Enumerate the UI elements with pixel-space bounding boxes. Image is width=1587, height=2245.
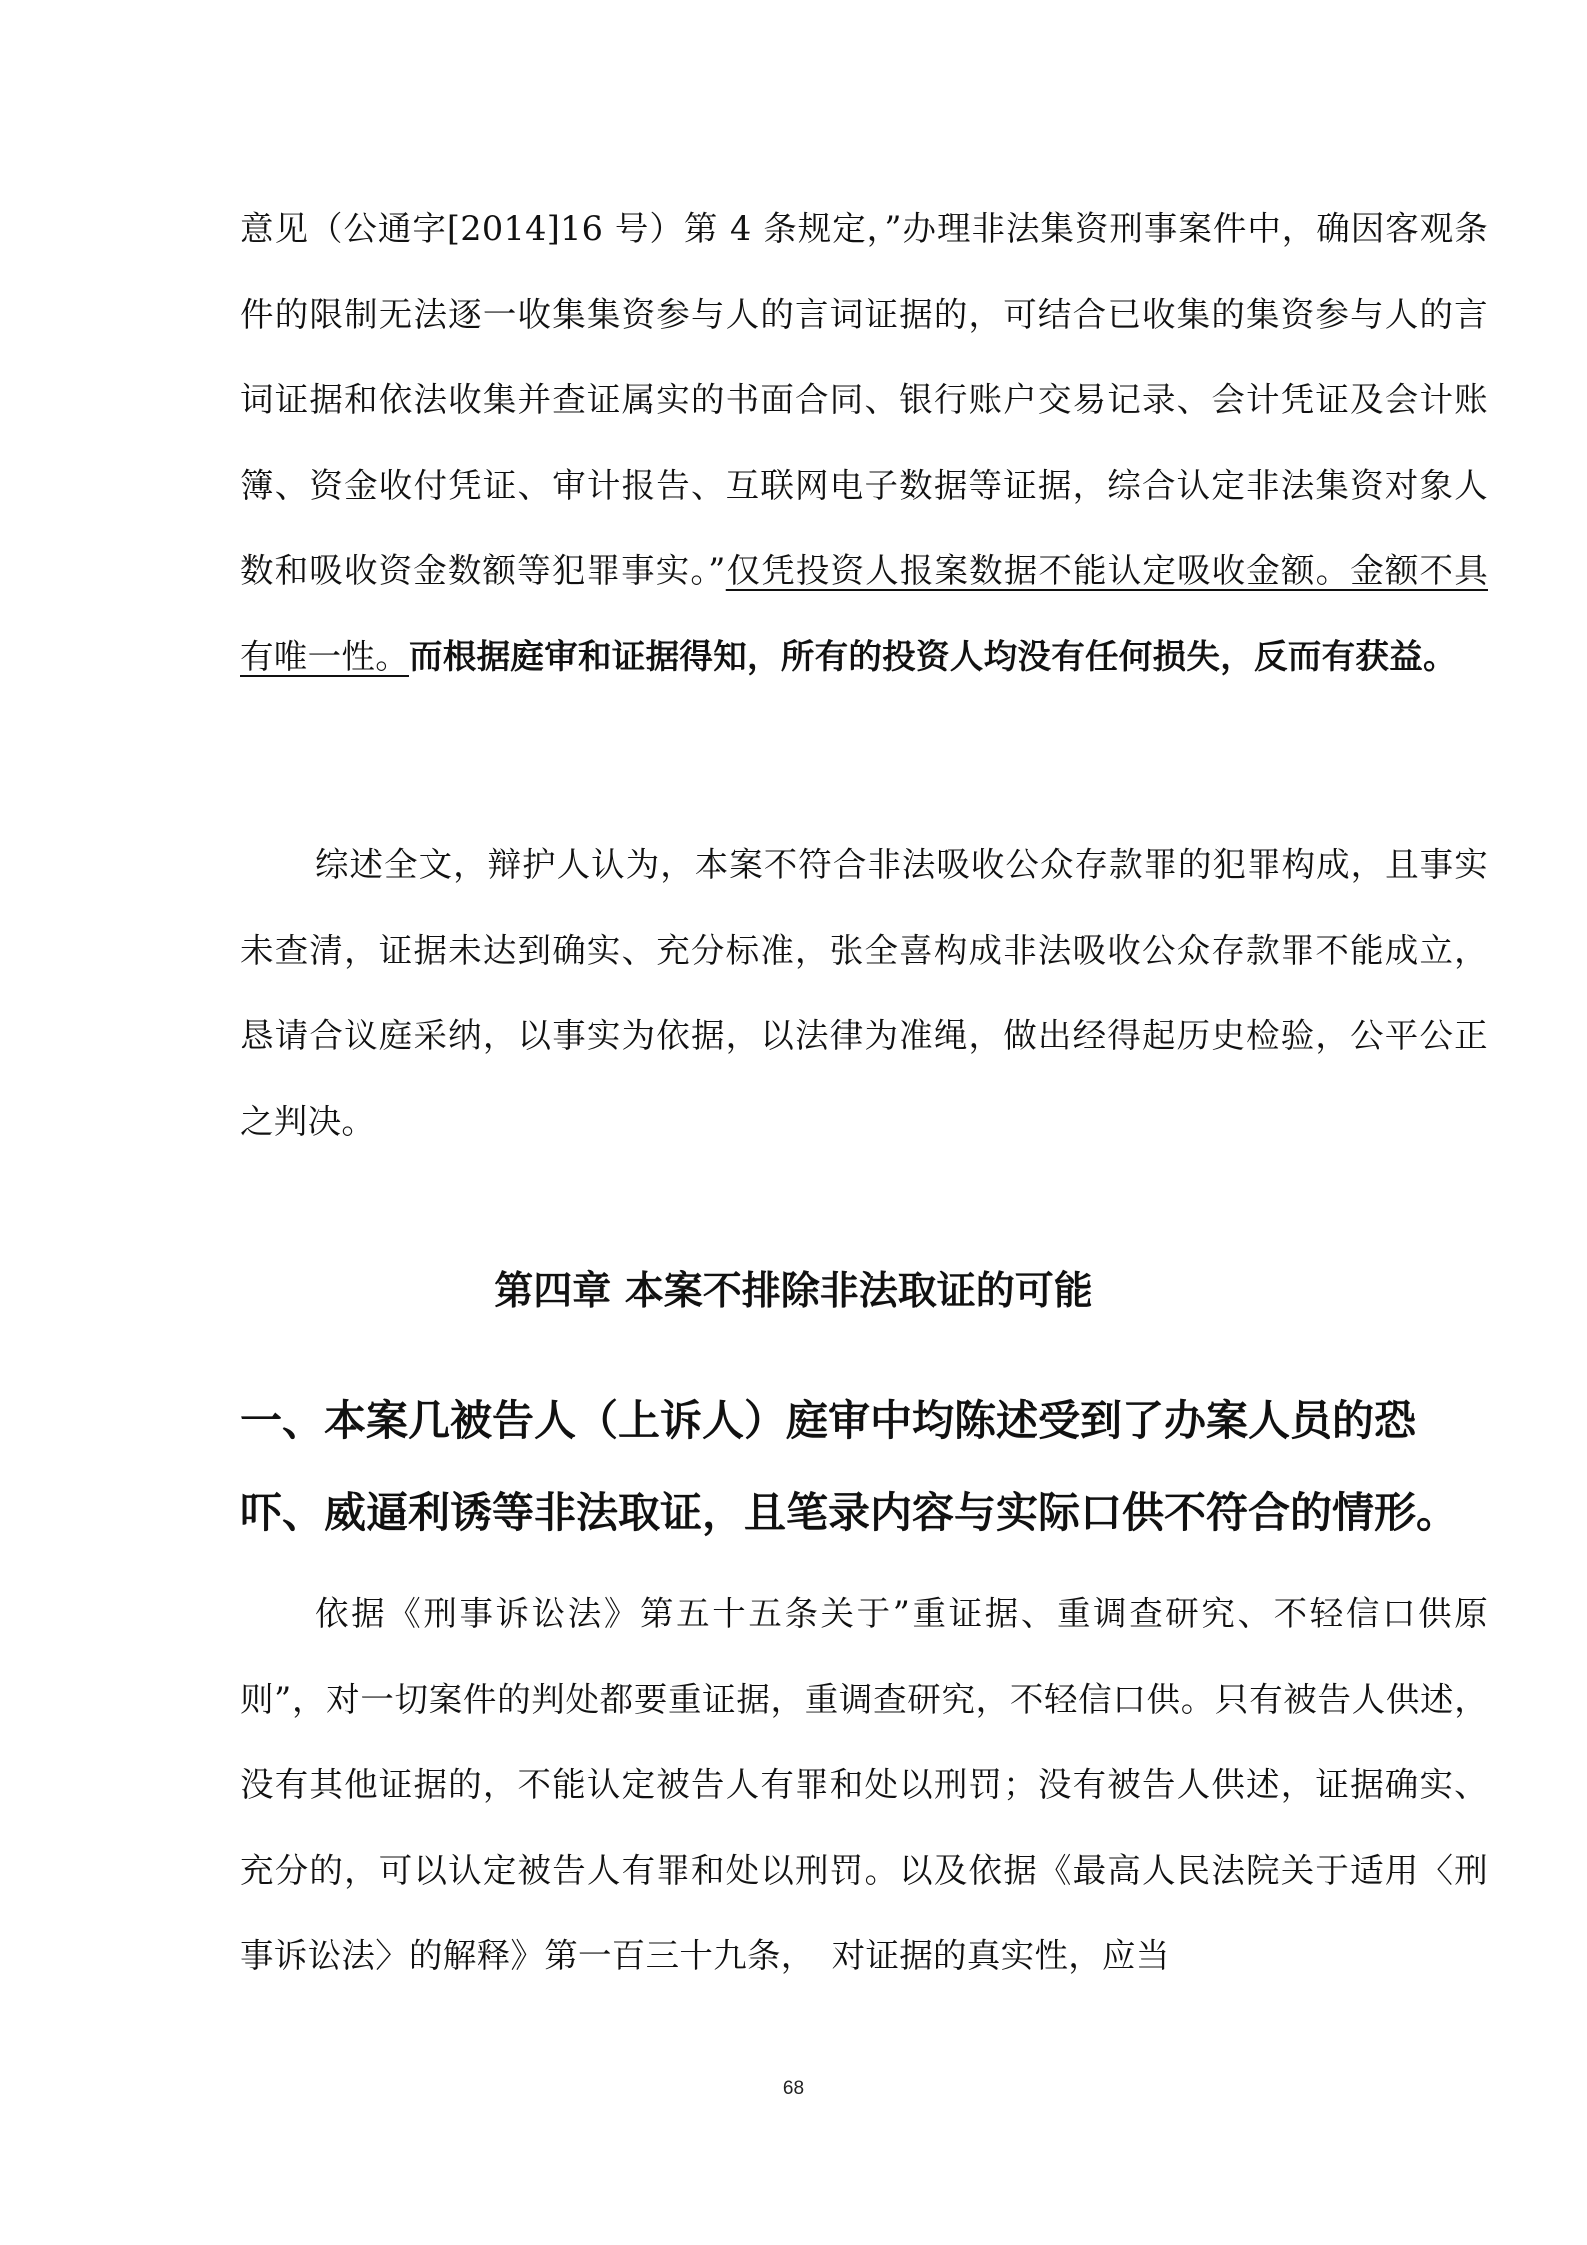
bold-statement: 而根据庭审和证据得知，所有的投资人均没有任何损失，反而有获益。 xyxy=(409,636,1457,676)
underlined-statement: 仅凭投资人报案数据不能认定吸收金额。金额不具有唯一性。 xyxy=(240,551,1488,676)
chapter-heading: 第四章 本案不排除非法取证的可能 xyxy=(494,1269,1093,1314)
paragraph-conclusion: 综述全文，辩护人认为，本案不符合非法吸收公众存款罪的犯罪构成，且事实未查清，证据未达到确实、充分标准，张全喜构成非法吸收公众存款罪不能成立，恳请合议庭采纳，以事实为依据，以法律为准绳，做出经得起历史检验，公平公正之判决。 xyxy=(240,845,1488,1141)
section-heading: 一、本案几被告人（上诉人）庭审中均陈述受到了办案人员的恐吓、威逼利诱等非法取证，且笔录内容与实际口供不符合的情形。 xyxy=(240,1396,1459,1537)
paragraph-evidence-opinion xyxy=(240,186,1488,699)
page-number: 68 xyxy=(782,2078,805,2099)
paragraph-criminal-procedure: 依据《刑事诉讼法》第五十五条关于”重证据、重调查研究、不轻信口供原则”，对一切案件的判处都要重证据，重调查研究，不轻信口供。只有被告人供述，没有其他证据的，不能认定被告人有罪和处以刑罚；没有被告人供述，证据确实、充分的，可以认定被告人有罪和处以刑罚。以及依据《最高人民法院关于适用〈刑事诉讼法〉的解释》第一百三十九条， 对证据的真实性，应当 xyxy=(240,1594,1488,1975)
paragraph-evidence-text: 意见（公通字[2014]16 号）第 4 条规定，”办理非法集资刑事案件中，确因客观条件的限制无法逐一收集集资参与人的言词证据的，可结合已收集的集资参与人的言词证据和依法收集并查证属实的书面合同、银行账户交易记录、会计凭证及会计账簿、资金收付凭证、审计报告、互联网电子数据等证据，综合认定非法集资对象人数和吸收资金数额等犯罪事实。” xyxy=(240,209,1488,590)
